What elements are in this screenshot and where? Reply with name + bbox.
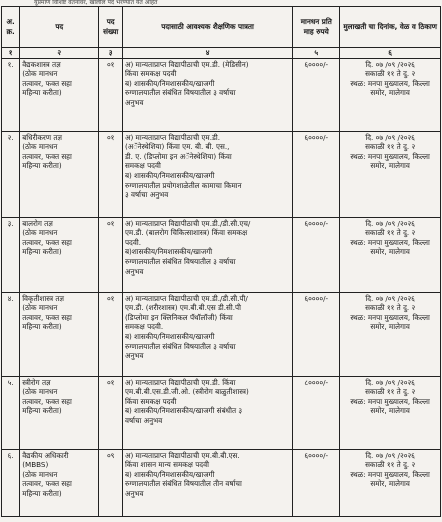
interview-line: स्थळ: मनपा मुख्यालय, किल्ला	[350, 237, 430, 247]
post-name: बधिरीकरण तज्ञ	[22, 132, 63, 142]
qualification-line: रुग्णालयातील संबंधित विषयातील ३ वर्षाचा	[124, 256, 236, 266]
serial-number-cell: ५.	[2, 376, 20, 449]
qualification-cell	[122, 131, 292, 217]
post-note-line: (ठोक मानधन	[22, 228, 58, 238]
post-cell	[20, 292, 99, 376]
post-note-line: तत्वावर, फक्त सहा	[22, 312, 72, 322]
pay-cell: ६००००/-	[293, 131, 340, 217]
interview-line: सकाळी ११ ते दु. २	[365, 69, 416, 79]
table-body	[2, 58, 441, 516]
interview-line: समोर, मालेगाव	[370, 479, 410, 489]
qualification-line: अ) मान्यताप्राप्त विद्यापीठाची एम.डी.	[124, 132, 220, 142]
pay-cell: ८००००/-	[293, 376, 340, 449]
post-note-line: (MBBS)	[22, 460, 49, 470]
header-qualification: पदासाठी आवश्यक शैक्षणिक पात्रता	[122, 7, 292, 48]
qualification-line: अ) मान्यताप्राप्त विद्यापीठाची एम.डी. (मेडिसीन)	[124, 59, 249, 69]
post-note-line: तत्वावर, फक्त सहा	[22, 396, 72, 406]
qualification-line: अनुभव	[124, 488, 144, 498]
post-note-line: महिन्या करीता)	[22, 88, 62, 98]
qualification-line: अ) मान्यताप्राप्त विद्यापीठाची एम.डी./डी.सी.पी/	[124, 293, 248, 303]
pay-cell: ६००००/-	[293, 449, 340, 516]
post-note-line: महिन्या करीता)	[22, 322, 62, 332]
post-count-cell: ०१	[99, 217, 123, 292]
interview-cell	[340, 449, 441, 516]
pay-cell: ६००००/-	[293, 292, 340, 376]
table-header-row	[2, 7, 441, 48]
post-note-line: तत्वावर, फक्त सहा	[22, 151, 72, 161]
post-note-line: (ठोक मानधन	[22, 303, 58, 313]
qualification-line: रुग्णालयातील प्रयोगशाळेतील कामाचा किमान	[124, 180, 242, 190]
qualification-line: ब)शासकीय/निमशासकीय/खाजगी	[124, 247, 213, 257]
post-name: विकृतीशास्त्र तज्ञ	[22, 293, 65, 303]
qualification-line: वर्षाचा अनुभव	[124, 415, 163, 425]
interview-line: सकाळी ११ ते दु. २	[365, 460, 416, 470]
header-interview: मुलाखती चा दिनांक, वेळ व ठिकाण	[340, 7, 441, 48]
interview-cell	[340, 376, 441, 449]
post-note-line: महिन्या करीता)	[22, 406, 62, 416]
table-row	[2, 217, 441, 292]
post-cell	[20, 217, 99, 292]
qualification-line: ब) शासकीय/निमशासकीय/खाजगी	[124, 170, 215, 180]
post-name: स्त्रीरोग तज्ञ	[22, 377, 51, 387]
qualification-line: पदवी.	[124, 237, 141, 247]
qualification-line: समकक्ष पदवी.	[124, 322, 164, 332]
interview-line: दि. ०७ /०९ /२०२६	[365, 59, 415, 69]
column-number: ६	[340, 48, 441, 59]
interview-line: समोर, मालेगाव	[370, 247, 410, 257]
interview-line: समोर, मालेगाव	[370, 322, 410, 332]
serial-number-cell: ६.	[2, 449, 20, 516]
qualification-line: डी. ए. (डिप्लोमा इन अॅनेस्थेशिया) किंवा	[124, 151, 232, 161]
interview-line: सकाळी ११ ते दु. २	[365, 228, 416, 238]
post-note-line: (ठोक मानधन	[22, 142, 58, 152]
qualification-line: किंवा समकक्ष पदवी	[124, 69, 177, 79]
serial-number-cell: ४.	[2, 292, 20, 376]
interview-line: स्थळ: मनपा मुख्यालय, किल्ला	[350, 396, 430, 406]
post-note-line: महिन्या करीता)	[22, 247, 62, 257]
qualification-line: ३ वर्षाचा अनुभव	[124, 190, 169, 200]
table-row	[2, 376, 441, 449]
qualification-line: अनुभव	[124, 351, 144, 361]
qualification-line: अनुभव	[124, 266, 144, 276]
interview-line: समोर, मालेगाव	[370, 88, 410, 98]
interview-line: सकाळी ११ ते दु. २	[365, 387, 416, 397]
interview-line: दि. ०७ /०९ /२०२६	[365, 132, 415, 142]
column-number: ३	[99, 48, 123, 59]
interview-line: सकाळी ११ ते दु. २	[365, 303, 416, 313]
interview-line: समोर, मालेगाव	[370, 161, 410, 171]
interview-line: स्थळ: मनपा मुख्यालय, किल्ला	[350, 78, 430, 88]
post-cell	[20, 376, 99, 449]
interview-line: सकाळी ११ ते दु. २	[365, 142, 416, 152]
qualification-line: ब) शासकीय/निमशासकीय/खाजगी	[124, 331, 215, 341]
column-number: ५	[293, 48, 340, 59]
serial-number-cell: ३.	[2, 217, 20, 292]
pay-cell: ६००००/-	[293, 58, 340, 131]
interview-cell	[340, 292, 441, 376]
qualification-line: ब) शासकीय/निमशासकीय/खाजगी	[124, 78, 215, 88]
post-note-line: तत्वावर, फक्त सहा	[22, 237, 72, 247]
column-number: २	[20, 48, 99, 59]
qualification-line: अनुभव	[124, 97, 144, 107]
table-row	[2, 292, 441, 376]
qualification-line: एम.बी.बी.एस.डी.जी.ओ. (स्त्रीरोग बाळुतीशास्त्र)	[124, 387, 249, 397]
qualification-line: किंवा शासन मान्य समकक्ष पदवी	[124, 460, 209, 470]
qualification-line: रुग्णालयातील संबंधित विषयातील तीन वर्षाचा	[124, 479, 242, 489]
interview-line: दि. ०७ /०९ /२०२६	[365, 218, 415, 228]
qualification-line: समकक्ष पदवी	[124, 161, 161, 171]
post-name: बालरोग तज्ञ	[22, 218, 53, 228]
interview-line: स्थळ: मनपा मुख्यालय, किल्ला	[350, 312, 430, 322]
post-count-cell: ०१	[99, 131, 123, 217]
top-fragment-text: यूप्रमाण विशिष्ट वेतनावर, खालील पदे भरण्यात येत आहेत	[34, 0, 158, 6]
post-count-cell: ०१	[99, 376, 123, 449]
post-cell	[20, 449, 99, 516]
qualification-cell	[122, 217, 292, 292]
header-pay: मानधन प्रति माह रुपये	[293, 7, 340, 48]
qualification-line: अ) मान्यताप्राप्त विद्यापीठाची एम.डी./डी.सी.एच/	[124, 218, 251, 228]
post-cell	[20, 58, 99, 131]
post-name: वैद्यकीय अधिकारी	[22, 450, 69, 460]
column-number-row	[2, 48, 441, 59]
post-name: वैद्यकशास्त्र तज्ञ	[22, 59, 61, 69]
qualification-line: रुग्णालयातील संबंधित विषयातील ३ वर्षाचा	[124, 341, 236, 351]
table-row	[2, 131, 441, 217]
interview-cell	[340, 131, 441, 217]
post-count-cell: ०१	[99, 292, 123, 376]
post-note-line: (ठोक मानधन	[22, 69, 58, 79]
column-number: १	[2, 48, 20, 59]
header-post: पद	[20, 7, 99, 48]
interview-line: समोर, मालेगाव	[370, 406, 410, 416]
header-serial-no: अ. क्र.	[2, 7, 20, 48]
qualification-line: एम.डी. (शरीरशास्त्र) एम.बी.बी.एस डी.सी.पी	[124, 303, 241, 313]
post-note-line: तत्वावर, फक्त सहा	[22, 479, 72, 489]
pay-cell: ६००००/-	[293, 217, 340, 292]
qualification-line: अ) मान्यताप्राप्त विद्यापीठाची एम.डी. किंवा	[124, 377, 236, 387]
qualification-cell	[122, 292, 292, 376]
interview-cell	[340, 217, 441, 292]
post-note-line: (ठोक मानधन	[22, 387, 58, 397]
qualification-line: (डिप्लोमा इन क्लिनिकल पॅथॉलॉजी) किंवा	[124, 312, 233, 322]
qualification-cell	[122, 376, 292, 449]
serial-number-cell: १.	[2, 58, 20, 131]
qualification-line: अ) मान्यताप्राप्त विद्यापीठाची एम.बी.बी.एस.	[124, 450, 240, 460]
interview-line: दि. ०७ /०९ /२०२६	[365, 450, 415, 460]
qualification-cell	[122, 58, 292, 131]
recruitment-table	[1, 6, 441, 517]
table-row	[2, 58, 441, 131]
table-row	[2, 449, 441, 516]
post-note-line: महिन्या करीता)	[22, 161, 62, 171]
post-count-cell: ०१	[99, 58, 123, 131]
header-post-count: पद संख्या	[99, 7, 123, 48]
qualification-line: (अॅनेस्थेशिया) किंवा एम. बी. बी. एस.,	[124, 142, 230, 152]
qualification-line: किंवा समकक्ष पदवी	[124, 396, 177, 406]
interview-line: दि. ०७ /०९ /२०२६	[365, 377, 415, 387]
post-note-line: महिन्या करीता)	[22, 488, 62, 498]
interview-line: स्थळ: मनपा मुख्यालय, किल्ला	[350, 151, 430, 161]
qualification-cell	[122, 449, 292, 516]
qualification-line: एम.डी. (बालरोग चिकित्साशास्त्र) किंवा समकक्ष	[124, 228, 248, 238]
post-count-cell: ०९	[99, 449, 123, 516]
post-cell	[20, 131, 99, 217]
serial-number-cell: २.	[2, 131, 20, 217]
qualification-line: रुग्णालयातील संबंधित विषयातील ३ वर्षाचा	[124, 88, 236, 98]
post-note-line: तत्वावर, फक्त सहा	[22, 78, 72, 88]
interview-cell	[340, 58, 441, 131]
column-number: ४	[122, 48, 292, 59]
qualification-line: ब) शासकीय/निमशासकीय/खाजगी	[124, 469, 215, 479]
qualification-line: ब) शासकीय/निमशासकीय/खाजगी संबंधीत ३	[124, 406, 243, 416]
interview-line: दि. ०७ /०९ /२०२६	[365, 293, 415, 303]
post-note-line: (ठोक मानधन	[22, 469, 58, 479]
interview-line: स्थळ: मनपा मुख्यालय, किल्ला	[350, 469, 430, 479]
